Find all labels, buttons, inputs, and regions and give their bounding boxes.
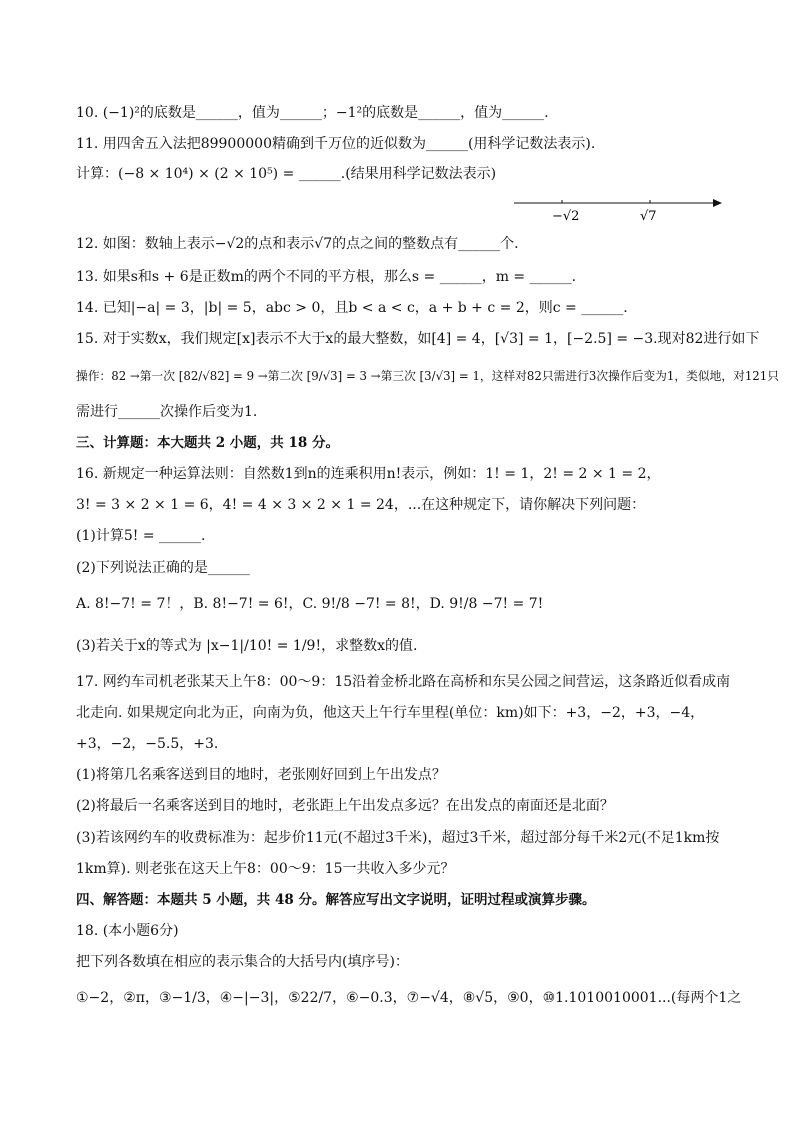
q16-options: A. 8!−7! = 7！，B. 8!−7! = 6!，C. 9!/8 −7! = 8!，D. 9!/8 −7! = 7! bbox=[76, 596, 544, 612]
q18-header: 18. (本小题6分) bbox=[76, 923, 179, 939]
q14-text: 14. 已知|−a| = 3，|b| = 5，abc > 0，且b < a < c，a + b + c = 2，则c = ______. bbox=[76, 300, 628, 316]
q18-numbers: ①−2，②π，③−1/3，④−|−3|，⑤22/7，⑥−0.3，⑦−√4，⑧√5，⑨0，⑩1.1010010001...(每两个1之 bbox=[76, 990, 742, 1006]
number-line-arrow bbox=[713, 199, 722, 207]
number-line-label-left: −√2 bbox=[552, 209, 580, 224]
q17-text-2: 北走向. 如果规定向北为正，向南为负，他这天上午行车里程(单位：km)如下：+3，−2，+3，−4， bbox=[76, 705, 705, 721]
q16-part3: (3)若关于x的等式为 |x−1|/10! = 1/9!，求整数x的值. bbox=[76, 638, 418, 654]
q17-part1: (1)将第几名乘客送到目的地时，老张刚好回到上午出发点？ bbox=[76, 767, 446, 783]
q13-text: 13. 如果s和s + 6是正数m的两个不同的平方根，那么s = ______，m = ______. bbox=[76, 269, 577, 285]
number-line-label-right: √7 bbox=[640, 209, 657, 224]
q17-part3-2: 1km算). 则老张在这天上午8：00～9：15一共收入多少元？ bbox=[76, 861, 455, 877]
q16-text-2: 3! = 3 × 2 × 1 = 6，4! = 4 × 3 × 2 × 1 = 24，...在这种规定下，请你解决下列问题： bbox=[76, 497, 646, 513]
q17-text-3: +3，−2，−5.5，+3. bbox=[76, 736, 219, 752]
section-3-heading: 三、计算题：本大题共 2 小题，共 18 分。 bbox=[76, 435, 339, 451]
q15-text-2: 操作：82 →第一次 [82/√82] = 9 →第二次 [9/√3] = 3 →第三次 [3/√3] = 1，这样对82只需进行3次操作后变为1，类似地，对121只 bbox=[76, 369, 779, 383]
q17-part2: (2)将最后一名乘客送到目的地时，老张距上午出发点多远？在出发点的南面还是北面？ bbox=[76, 798, 614, 814]
q11-calc-text: 计算：(−8 × 10⁴) × (2 × 10⁵) = ______.(结果用科学记数法表示) bbox=[76, 166, 497, 182]
q10-text: 10. (−1)²的底数是______，值为______；−1²的底数是______，值为______. bbox=[76, 105, 549, 121]
q11-text: 11. 用四舍五入法把89900000精确到千万位的近似数为______(用科学记数法表示). bbox=[76, 136, 596, 152]
q16-text-1: 16. 新规定一种运算法则：自然数1到n的连乘积用n!表示，例如：1! = 1，2! = 2 × 1 = 2， bbox=[76, 466, 661, 482]
q16-part1: (1)计算5! = ______. bbox=[76, 528, 206, 544]
q15-text-3: 需进行______次操作后变为1. bbox=[76, 404, 258, 420]
q17-part3-1: (3)若该网约车的收费标准为：起步价11元(不超过3千米)，超过3千米，超过部分每千米2元(不足1km按 bbox=[76, 830, 720, 846]
q15-text-1: 15. 对于实数x，我们规定[x]表示不大于x的最大整数，如[4] = 4，[√3] = 1，[−2.5] = −3.现对82进行如下 bbox=[76, 331, 760, 347]
q17-text-1: 17. 网约车司机老张某天上午8：00～9：15沿着金桥北路在高桥和东吴公园之间营运，这条路近似看成南 bbox=[76, 674, 731, 690]
section-4-heading: 四、解答题：本题共 5 小题，共 48 分。解答应写出文字说明，证明过程或演算步骤。 bbox=[76, 892, 596, 908]
q18-instruction: 把下列各数填在相应的表示集合的大括号内(填序号)： bbox=[76, 954, 409, 970]
q16-part2: (2)下列说法正确的是______ bbox=[76, 560, 250, 576]
q12-text: 12. 如图：数轴上表示−√2的点和表示√7的点之间的整数点有______个. bbox=[76, 236, 519, 252]
number-line-figure bbox=[512, 194, 722, 224]
